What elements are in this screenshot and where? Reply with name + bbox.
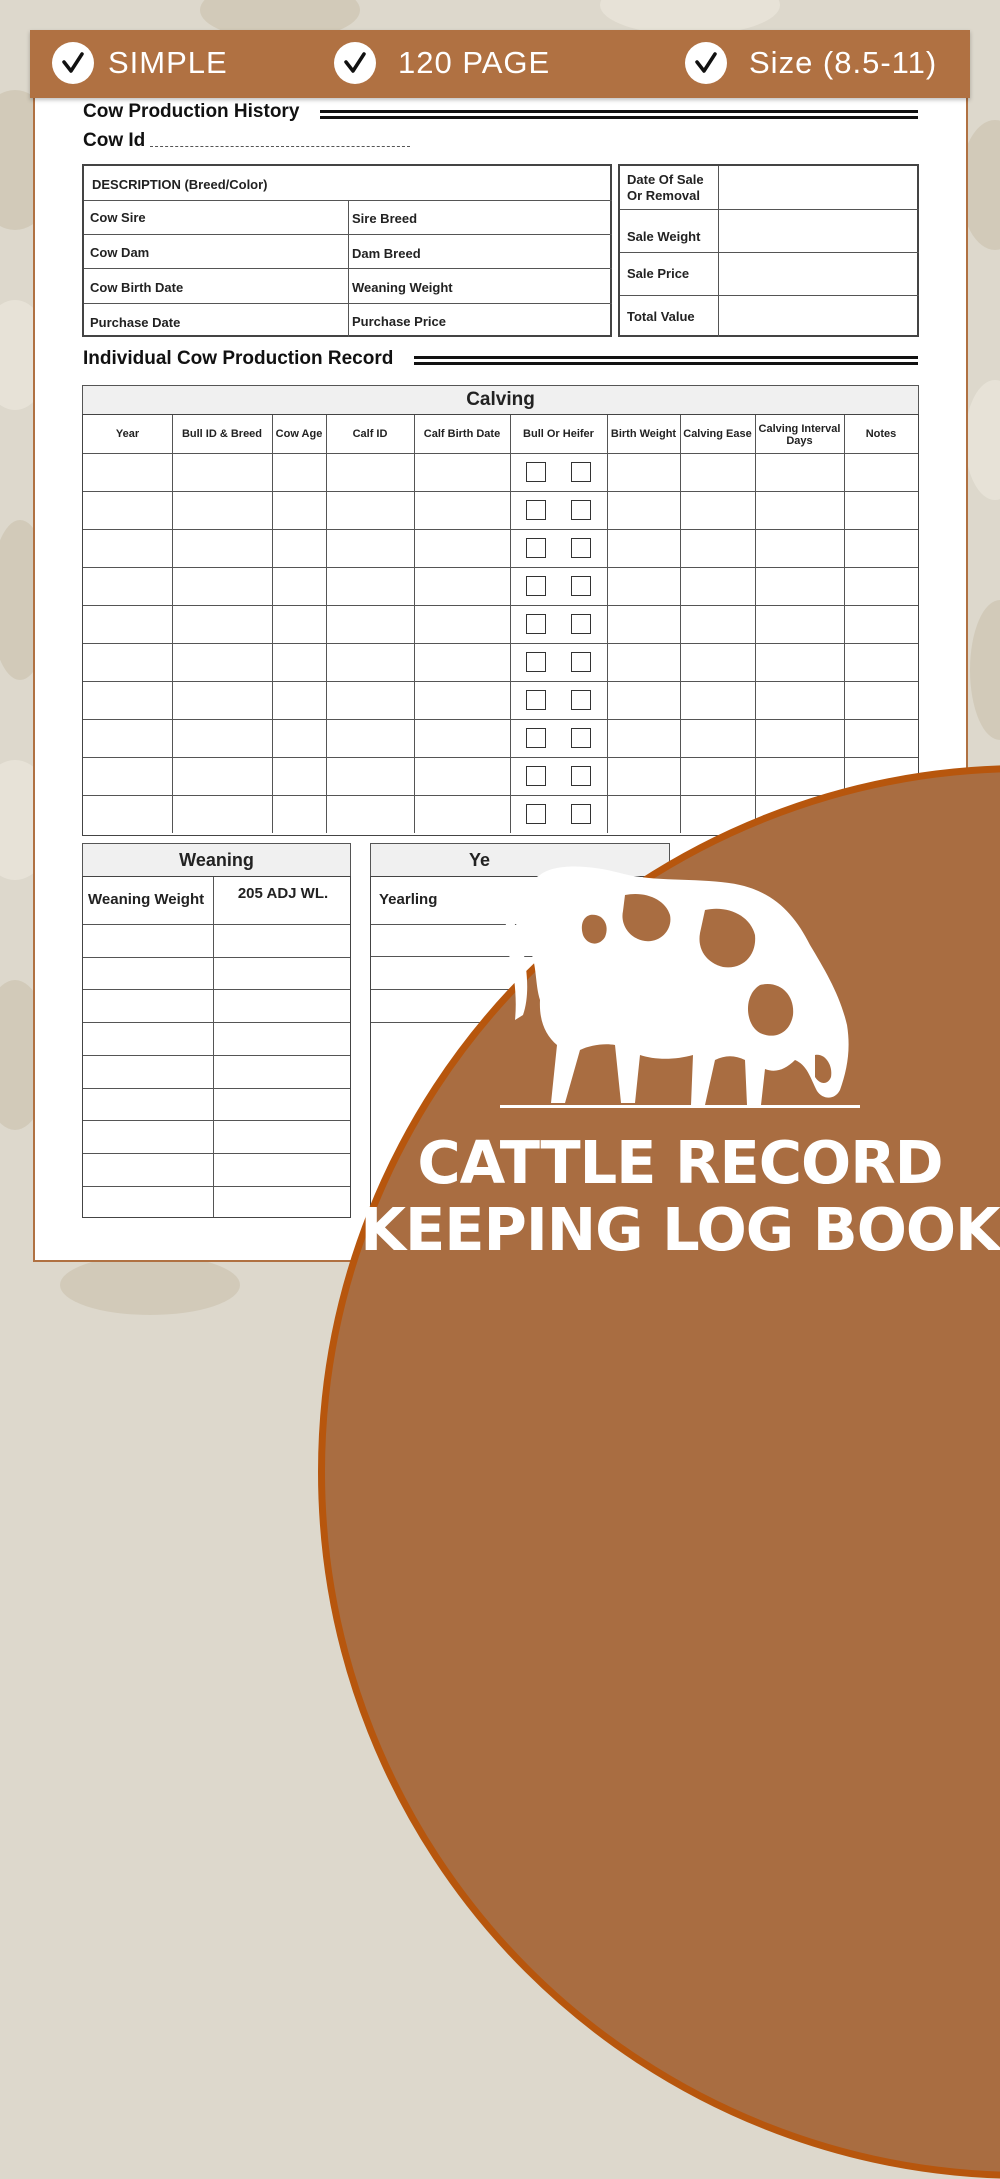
col-birth-weight: Birth Weight — [610, 428, 677, 440]
weaning-table — [82, 876, 351, 1218]
calving-header: Calving — [82, 385, 919, 415]
column-divider — [272, 415, 273, 833]
column-divider — [844, 415, 845, 833]
feature-label: Size (8.5-11) — [749, 45, 938, 80]
bull-checkbox[interactable] — [526, 690, 546, 710]
purchase-date-label: Purchase Date — [90, 315, 181, 330]
row-divider — [83, 681, 918, 682]
row-divider — [83, 1120, 350, 1121]
heifer-checkbox[interactable] — [571, 576, 591, 596]
cover-title-line2: KEEPING LOG BOOK — [360, 1195, 1000, 1264]
heifer-checkbox[interactable] — [571, 766, 591, 786]
heifer-checkbox[interactable] — [571, 614, 591, 634]
total-value-label: Total Value — [627, 309, 695, 324]
feature-label: 120 PAGE — [398, 45, 551, 80]
feature-size — [685, 42, 937, 84]
weaning-header: Weaning — [82, 843, 351, 877]
adj-wl-col: 205 ADJ WL. — [237, 885, 329, 902]
row-divider — [83, 643, 918, 644]
column-divider — [213, 877, 214, 1217]
col-bull-or-heifer: Bull Or Heifer — [523, 428, 594, 440]
row-divider — [83, 491, 918, 492]
sale-weight-label: Sale Weight — [627, 229, 701, 244]
heifer-checkbox[interactable] — [571, 804, 591, 824]
col-calving-interval: Calving Interval Days — [758, 423, 841, 447]
sale-box — [618, 164, 919, 337]
cow-birth-date-label: Cow Birth Date — [90, 280, 184, 295]
yearling-header: Ye — [370, 843, 670, 877]
column-divider — [510, 415, 511, 833]
bull-checkbox[interactable] — [526, 614, 546, 634]
row-divider — [83, 989, 350, 990]
feature-pages — [334, 42, 550, 84]
column-divider — [172, 415, 173, 833]
col-calf-id: Calf ID — [352, 428, 388, 440]
checkmark-icon — [52, 42, 94, 84]
row-divider — [83, 529, 918, 530]
description-box — [82, 164, 612, 337]
heifer-checkbox[interactable] — [571, 462, 591, 482]
calving-table — [82, 414, 919, 836]
bull-checkbox[interactable] — [526, 538, 546, 558]
bull-checkbox[interactable] — [526, 462, 546, 482]
row-divider — [83, 1055, 350, 1056]
description-label: DESCRIPTION (Breed/Color) — [92, 177, 268, 192]
cover-title-line1: CATTLE RECORD — [417, 1128, 943, 1197]
purchase-price-label: Purchase Price — [352, 314, 446, 329]
title-rule — [320, 110, 918, 119]
column-divider — [607, 415, 608, 833]
row-divider — [83, 1186, 350, 1187]
dam-breed-label: Dam Breed — [352, 246, 421, 261]
yearling-col: Yearling — [379, 891, 438, 908]
feature-label: SIMPLE — [108, 45, 228, 80]
cow-id-field[interactable] — [150, 146, 410, 147]
title-rule — [414, 356, 918, 365]
col-calf-birth-date: Calf Birth Date — [423, 428, 501, 440]
sale-date-label: Date Of Sale Or Removal — [627, 172, 704, 203]
col-year: Year — [115, 428, 140, 440]
sire-breed-label: Sire Breed — [352, 211, 418, 226]
heifer-checkbox[interactable] — [571, 538, 591, 558]
feature-simple — [52, 42, 228, 84]
weaning-weight-label: Weaning Weight — [352, 280, 453, 295]
heifer-checkbox[interactable] — [571, 652, 591, 672]
heifer-checkbox[interactable] — [571, 728, 591, 748]
row-divider — [83, 924, 350, 925]
cow-dam-label: Cow Dam — [90, 245, 150, 260]
history-title: Cow Production History — [83, 101, 300, 122]
bull-checkbox[interactable] — [526, 804, 546, 824]
row-divider — [83, 957, 350, 958]
checkmark-icon — [334, 42, 376, 84]
col-calving-ease: Calving Ease — [683, 428, 752, 440]
col-bull-id: Bull ID & Breed — [181, 428, 263, 440]
column-divider — [326, 415, 327, 833]
bull-checkbox[interactable] — [526, 652, 546, 672]
cow-id-label: Cow Id — [83, 130, 146, 151]
row-divider — [83, 757, 918, 758]
column-divider — [414, 415, 415, 833]
checkmark-icon — [685, 42, 727, 84]
row-divider — [83, 795, 918, 796]
column-divider — [755, 415, 756, 833]
heifer-checkbox[interactable] — [571, 500, 591, 520]
feature-banner — [30, 30, 970, 98]
sale-price-label: Sale Price — [627, 266, 690, 281]
weaning-weight-col: Weaning Weight — [88, 891, 205, 908]
row-divider — [83, 605, 918, 606]
column-divider — [680, 415, 681, 833]
col-cow-age: Cow Age — [275, 428, 323, 440]
bull-checkbox[interactable] — [526, 766, 546, 786]
row-divider — [83, 1088, 350, 1089]
row-divider — [83, 1153, 350, 1154]
col-notes: Notes — [865, 428, 897, 440]
bull-checkbox[interactable] — [526, 576, 546, 596]
bull-checkbox[interactable] — [526, 728, 546, 748]
row-divider — [83, 453, 918, 454]
row-divider — [83, 719, 918, 720]
cow-icon — [495, 855, 865, 1115]
bull-checkbox[interactable] — [526, 500, 546, 520]
record-title: Individual Cow Production Record — [83, 348, 394, 369]
heifer-checkbox[interactable] — [571, 690, 591, 710]
cow-sire-label: Cow Sire — [90, 210, 146, 225]
row-divider — [83, 567, 918, 568]
row-divider — [83, 1022, 350, 1023]
